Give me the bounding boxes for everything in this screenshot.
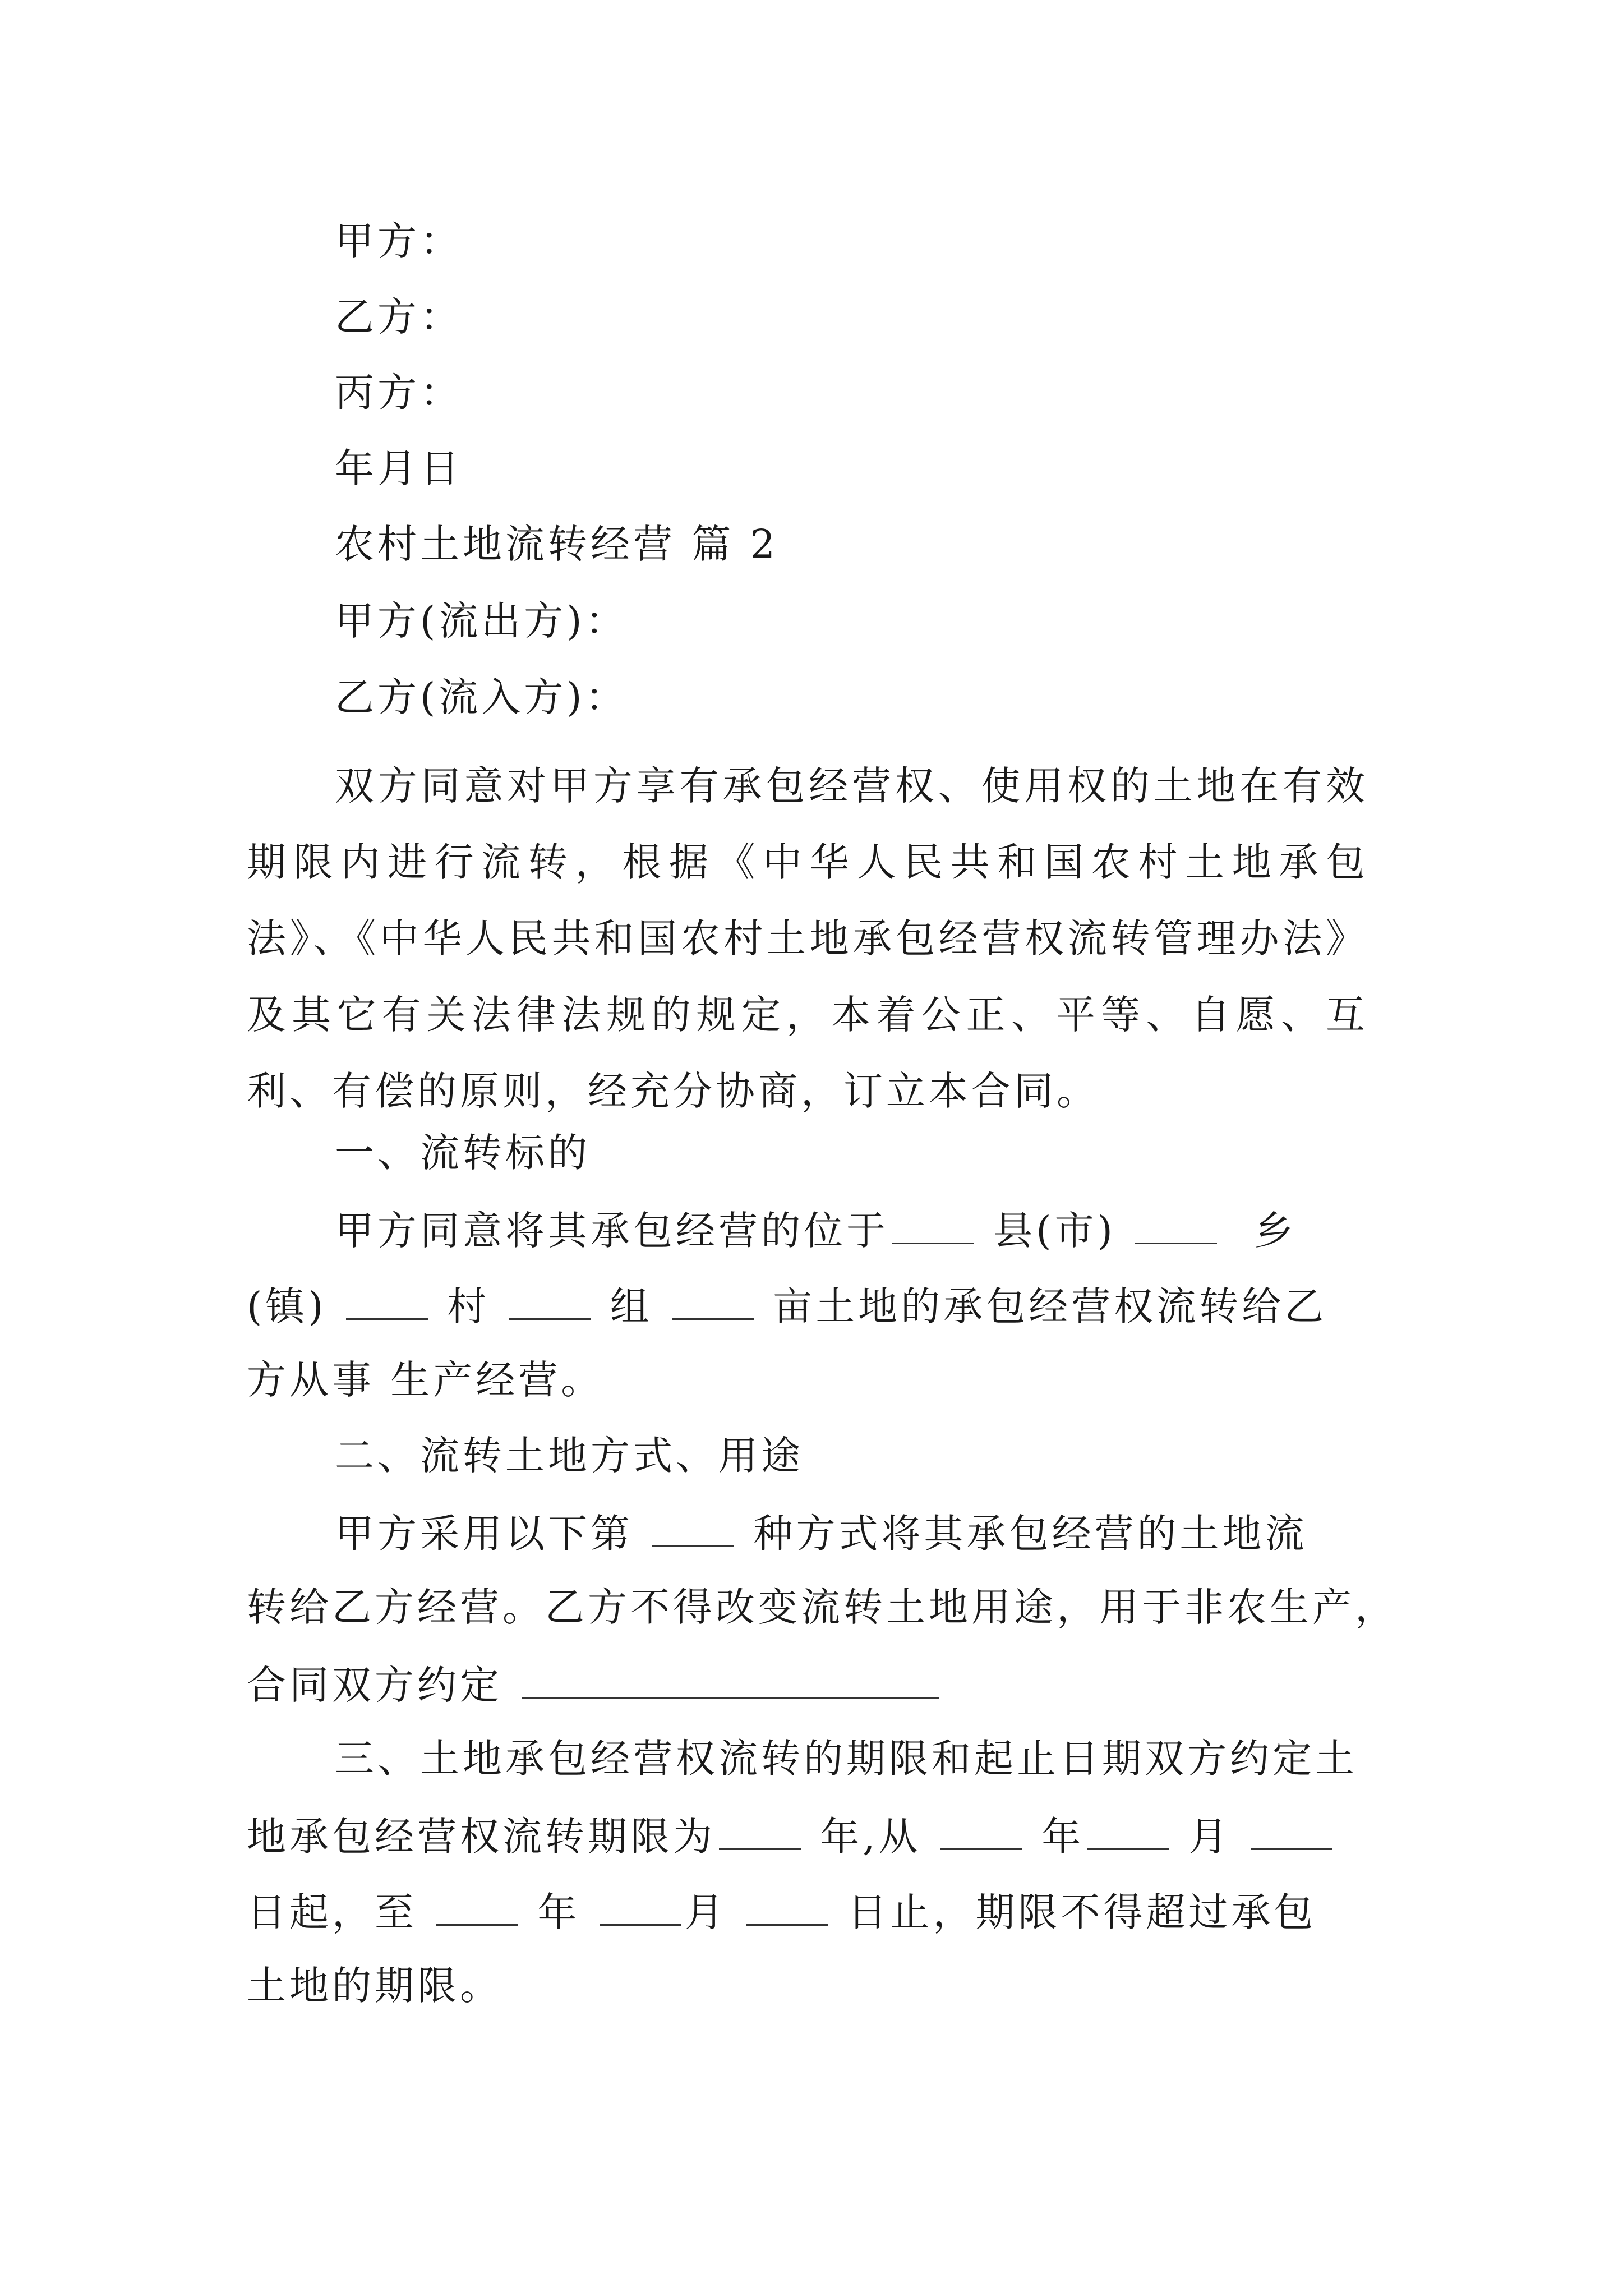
blank-village: [346, 1279, 428, 1320]
intro-paragraph: 双方同意对甲方享有承包经营权、使用权的土地在有效期限内进行流转，根据《中华人民共和国农村土地承包法》、《中华人民共和国农村土地承包经营权流转管理办法》及其它有关法律法规的规定，本着公正、平等、自愿、互利、有偿的原则，经充分协商，订立本合同。: [247, 763, 1368, 1114]
party-a-transferor: 甲方(流出方)：: [335, 598, 628, 644]
section-1-line-1: 甲方同意将其承包经营的位于 县(市) 乡: [335, 1203, 1297, 1256]
section-2-line-1: 甲方采用以下第 种方式将其承包经营的土地流: [335, 1506, 1308, 1559]
party-b-signature: 乙方：: [335, 294, 463, 340]
section-3-line-4: 土地的期限。: [247, 1963, 502, 2009]
blank-acreage: [672, 1279, 754, 1320]
blank-county: [892, 1203, 974, 1244]
section-3-line-3: 日起，至 年 月 日止，期限不得超过承包: [247, 1885, 1316, 1938]
blank-method: [652, 1506, 734, 1547]
section-2-line-3: 合同双方约定: [247, 1658, 943, 1710]
party-b-transferee: 乙方(流入方)：: [335, 674, 628, 720]
party-c-signature: 丙方：: [335, 370, 463, 416]
section-2-line-2: 转给乙方经营。乙方不得改变流转土地用途，用于非农生产，: [247, 1584, 1398, 1630]
blank-term-years: [719, 1809, 801, 1850]
blank-start-month: [1087, 1809, 1169, 1850]
blank-start-day: [1251, 1809, 1332, 1850]
party-a-signature: 甲方：: [335, 218, 463, 264]
section-1-line-2: (镇) 村 组 亩土地的承包经营权流转给乙: [247, 1279, 1327, 1332]
blank-end-month: [600, 1885, 681, 1926]
blank-end-day: [746, 1885, 828, 1926]
signature-date: 年月日: [335, 445, 463, 491]
blank-group: [509, 1279, 591, 1320]
section-3-line-2: 地承包经营权流转期限为 年,从 年 月: [247, 1809, 1336, 1862]
blank-agreement: [522, 1658, 939, 1699]
blank-start-year: [940, 1809, 1022, 1850]
blank-end-year: [436, 1885, 518, 1926]
blank-township: [1135, 1203, 1217, 1244]
section-3-line-1: 三、土地承包经营权流转的期限和起止日期双方约定土: [335, 1736, 1358, 1782]
section-1-title: 一、流转标的: [335, 1130, 591, 1176]
section-1-line-3: 方从事 生产经营。: [247, 1357, 604, 1403]
section-2-title: 二、流转土地方式、用途: [335, 1433, 804, 1479]
section-title: 农村土地流转经营 篇 2: [335, 521, 779, 567]
